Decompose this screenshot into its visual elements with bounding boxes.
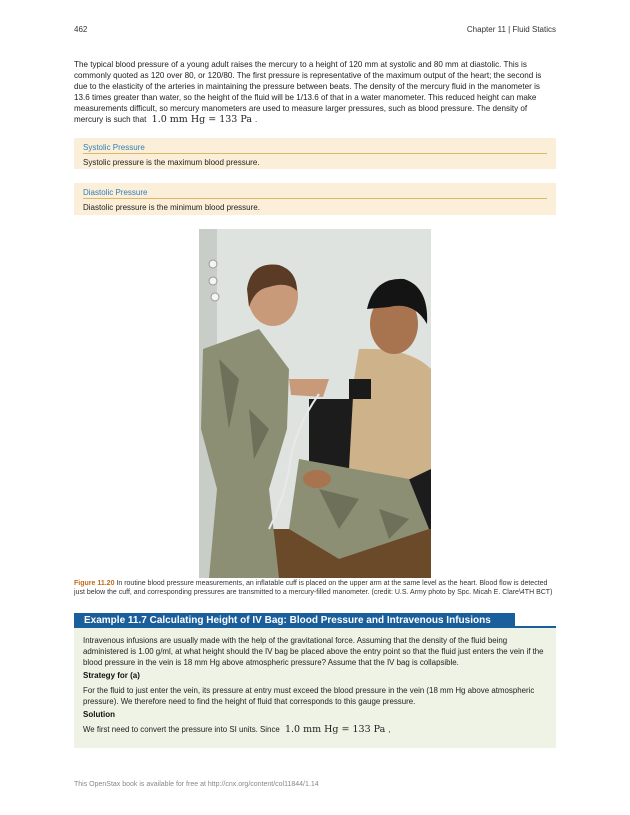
solution-text bbox=[83, 724, 545, 735]
diastolic-body: Diastolic pressure is the minimum blood pressure. bbox=[83, 203, 260, 212]
solution-equation: 1.0 mm Hg = 133 Pa bbox=[284, 724, 386, 735]
intro-end: . bbox=[254, 115, 258, 124]
solution-heading: Solution bbox=[83, 710, 115, 719]
page-number: 462 bbox=[74, 25, 88, 34]
intro-text: The typical blood pressure of a young adult raises the mercury to a height of 120 mm at systolic and 80 mm at diastolic. This is commonly quoted as 120 over 80, or 120/80. The first pressure is representative of the maximum output of the heart; the second is due to the elasticity of the arteries in maintaining the pressure between beats. The density of the mercury fluid in the manometer is 13.6 times greater than water, so the height of the fluid will be 1/13.6 of that in a water manometer. This reduced height can make measurements difficult, so mercury manometers are used to measure larger pressures, such as blood pressure. The density of mercury is such that bbox=[74, 60, 542, 124]
chapter-title: Chapter 11 | Fluid Statics bbox=[466, 25, 556, 34]
blood-pressure-photo bbox=[199, 229, 431, 578]
systolic-title: Systolic Pressure bbox=[83, 143, 145, 152]
strategy-text: For the fluid to just enter the vein, its pressure at entry must exceed the blood pressure in the vein (18 mm Hg above atmospheric pressure). We therefore need to find the height of fluid that corresponds to this gauge pressure. bbox=[83, 686, 535, 706]
systolic-body: Systolic pressure is the maximum blood pressure. bbox=[83, 158, 260, 167]
systolic-definition-box bbox=[74, 138, 556, 169]
solution-start: We first need to convert the pressure into SI units. Since bbox=[83, 725, 280, 734]
intro-paragraph bbox=[74, 59, 556, 125]
diastolic-rule bbox=[83, 198, 547, 199]
figure-caption-text: In routine blood pressure measurements, an inflatable cuff is placed on the upper arm at the same level as the heart. Blood flow is detected just below the cuff, and corresponding pressures are transmitted to a mercury-filled manometer. (credit: U.S. Army photo by Spc. Micah E. Clare\4TH BCT) bbox=[74, 580, 553, 596]
systolic-rule bbox=[83, 153, 547, 154]
example-body bbox=[74, 628, 556, 748]
example-title: Example 11.7 Calculating Height of IV Bag: Blood Pressure and Intravenous Infusions bbox=[74, 613, 515, 628]
strategy-heading: Strategy for (a) bbox=[83, 671, 140, 680]
diastolic-title: Diastolic Pressure bbox=[83, 188, 148, 197]
figure-caption bbox=[74, 579, 556, 597]
figure-label: Figure 11.20 bbox=[74, 580, 115, 587]
footer-note: This OpenStax book is available for free at http://cnx.org/content/col11844/1.14 bbox=[74, 781, 319, 788]
intro-equation: 1.0 mm Hg = 133 Pa bbox=[151, 114, 252, 125]
solution-end: , bbox=[388, 725, 391, 734]
example-problem: Intravenous infusions are usually made with the help of the gravitational force. Assuming that the density of the fluid being administered is 1.00 g/ml, at what height should the IV bag be placed above the entry point so that the fluid just enters the vein if the blood pressure in the vein is 18 mm Hg above atmospheric pressure? Assume that the IV bag is collapsible. bbox=[83, 636, 544, 667]
diastolic-definition-box bbox=[74, 183, 556, 215]
